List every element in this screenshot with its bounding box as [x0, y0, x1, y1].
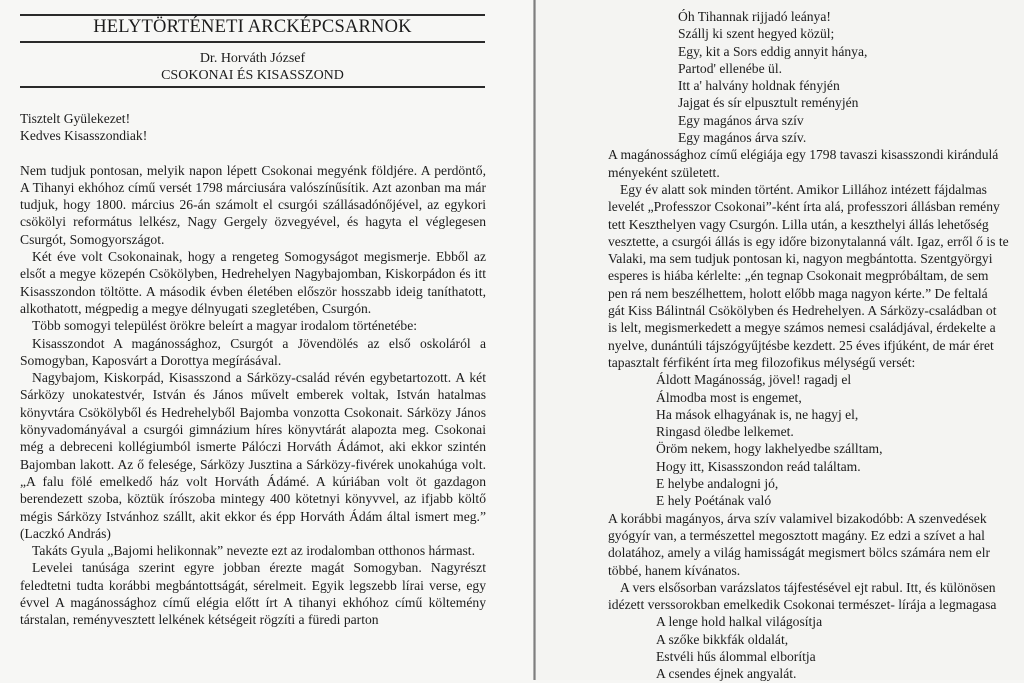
verse-line: Álmodba most is engemet, — [656, 389, 802, 405]
verse-line: Óh Tihannak rijjadó leánya! — [678, 9, 831, 24]
header-rule-top — [20, 14, 485, 16]
text-line: A magánossághoz című elégiája egy 1798 tavaszi kisasszondi kirándulá — [608, 147, 999, 163]
poem-tihanyi-ekhohoz — [608, 8, 1024, 146]
article-body-left — [20, 110, 486, 629]
text-line: levelét „Professzor Csokonai”-ként írta alá, professzori állásban remény — [608, 199, 1000, 215]
article-byline — [20, 50, 485, 84]
paragraph: Két éve volt Csokonainak, hogy a rengeteg Somogyságot megismerje. Ebből az elsőt a megye közepén Csökölyben, Hedrehelyen Nagybajomban, Kiskorpádon és itt Kisasszondon töltötte. A második évben életében először hosszabb ideig taníthatott, alkothatott, mégpedig a megye délnyugati szegletében, Csurgón. — [20, 249, 486, 316]
series-title: HELYTÖRTÉNETI ARCKÉPCSARNOK — [93, 17, 412, 37]
verse-line: Jajgat és sír elpusztult reményjén — [678, 95, 859, 111]
text-line: A vers elsősorban varázslatos tájfestésével ejt rabul. Itt, és különösen — [620, 579, 996, 595]
header-rule-bottom — [20, 86, 485, 88]
verse-line: Egy magános árva szív. — [678, 130, 807, 146]
verse-line: Öröm nekem, hogy lakhelyedbe szálltam, — [656, 441, 883, 457]
text-line: gát Kiss Bálintnál Csökölyben és Hedrehelyen. A Sárközy-családban ot — [608, 303, 997, 319]
text-line: dolatához, amely a világ hamisságát megismert bölcs számára nem elr — [608, 545, 990, 561]
verse-line: Itt a' halvány holdnak fényjén — [678, 78, 840, 94]
text-line: is lelt, megismerkedett a megye számos nemesi családjával, érdekelte a — [608, 320, 996, 336]
verse-line: A szőke bikkfák oldalát, — [656, 631, 789, 647]
text-line: A korábbi magányos, árva szív valamivel bizakodóbb: A szenvedések — [608, 510, 987, 526]
verse-line: Hogy itt, Kisasszondon reád találtam. — [656, 458, 861, 474]
text-line: többé, hanem kívánatos. — [608, 562, 741, 578]
text-line: nyelve, dunántúli tájszógyűjtésbe kezdett. 25 éves ifjúként, de már éret — [608, 337, 994, 353]
verse-line: Estvéli hűs álommal elborítja — [656, 648, 816, 664]
verse-line: Egy, kit a Sors eddig annyit hánya, — [678, 43, 868, 59]
paragraph: Takáts Gyula „Bajomi helikonnak” nevezte ezt az irodalomban otthonos hármast. — [32, 543, 475, 559]
poem-maganossaghoz — [608, 371, 1024, 509]
text-line: vesztette, a csurgói állás is egy időre bizonytalanná vált. Igaz, erről ő is te — [608, 233, 1009, 249]
text-line: ményeként született. — [608, 164, 720, 180]
text-line: gyógyír van, a természettel megosztott magány. Ez edzi a szívet a hal — [608, 527, 985, 543]
verse-line: Egy magános árva szív — [678, 112, 804, 128]
text-line: tapasztalt férfiként írta meg filozofikus mélységű versét: — [608, 354, 916, 370]
paragraph: Több somogyi települést örökre beleírt a magyar irodalom történetébe: — [32, 318, 418, 334]
text-line: idézett verssorokban emelkedik Csokonai természet- lírája a legmagasa — [608, 597, 997, 613]
text-line: pen rá nem beszélhettem, holott előbb maga nagyon kérte.” De feltalá — [608, 285, 988, 301]
text-line: esperes is hiába kérlelte: „én tegnap Csokonait megpróbáltam, de sem — [608, 268, 989, 284]
greeting-line: Kedves Kisasszondiak! — [20, 128, 148, 144]
verse-line: Ha mások elhagyának is, ne hagyj el, — [656, 406, 859, 422]
article-body-right — [608, 8, 1024, 683]
paragraph: Kisasszondot A magánossághoz, Csurgót a Jövendölés az első oskoláról a Somogyban, Kaposvárt a Dorottya megírásával. — [20, 335, 486, 368]
text-line: tett Keszthelyen vagy Csurgón. Lilla után, a keszthelyi állás lehetőség — [608, 216, 989, 232]
verse-line: Szállj ki szent hegyed közül; — [678, 26, 835, 42]
text-line: Valaki, ma sem tudjuk pontosan ki, nagyon megbántotta. Szentgyörgyi — [608, 251, 993, 267]
paragraph: Nagybajom, Kiskorpád, Kisasszond a Sárközy-család révén egybetartozott. A két Sárközy unokatestvér, István és János művelt emberek voltak, István hatalmas könyvtára Csökölyből és Hedrehelyből Bajomba vonzotta Csokonait. Sárközy János könyvadományával a csurgói gimnázium híres könyvtárát alapozta meg. Csokonai még a debreceni kollégiumból ismerte Pálóczi Horváth Ádámot, aki ekkor szintén Bajomban lakott. Az ő felesége, Sárközy Jusztina a Sárközy-fivérek unokahúga volt. „A falu fölé emelkedő ház volt Horváth Ádámé. A kúriában volt öt gazdagon berendezett szoba, köztük írószoba mintegy 400 kötetnyi könyvvel, az ifjabb költő mégis Sárközy Istvánhoz szállt, akit ekkor és épp Horváth Ádám által ismert meg.” (Laczkó András) — [20, 370, 486, 541]
article-title: CSOKONAI ÉS KISASSZOND — [161, 68, 344, 83]
verse-line: Ringasd öledbe lelkemet. — [656, 424, 794, 440]
verse-line: Áldott Magánosság, jövel! ragadj el — [656, 372, 852, 388]
verse-line: Partod' ellenébe ül. — [678, 60, 782, 76]
verse-line: A lenge hold halkal világosítja — [656, 614, 823, 630]
poem-excerpt — [608, 613, 1024, 682]
text-line: Egy év alatt sok minden történt. Amikor Lillához intézett fájdalmas — [620, 181, 987, 197]
greeting-line: Tisztelt Gyülekezet! — [20, 111, 131, 126]
verse-line: E helybe andalogni jó, — [656, 476, 779, 492]
paragraph: Levelei tanúsága szerint egyre jobban érezte magát Somogyban. Nagyrészt feledtetni tudta korábbi megbántottságát, sérelmeit. Egyik legszebb lírai verse, egy évvel A magánossághoz című elégia előtt írt A tihanyi ekhóhoz című költemény társtalan, reményvesztett lelkének kétségeit rögzíti a füredi parton — [20, 560, 486, 628]
verse-line: A csendes éjnek angyalát. — [656, 666, 797, 682]
paragraph: Nem tudjuk pontosan, melyik napon lépett Csokonai megyénk földjére. A perdöntő, A Tihanyi ekhóhoz című versét 1798 márciusára valószínűsítik. Azt azonban ma már tudjuk, hogy 1800. március 26-án számolt el csurgói szállásadónőjével, az egykori csökölyi református lelkész, Nagy Gergely özvegyével, és hagyta el véglegesen Csurgót, Somogyországot. — [20, 162, 486, 247]
verse-line: E hely Poétának való — [656, 493, 772, 509]
author-name: Dr. Horváth József — [199, 51, 306, 66]
header-rule-middle — [20, 41, 485, 43]
